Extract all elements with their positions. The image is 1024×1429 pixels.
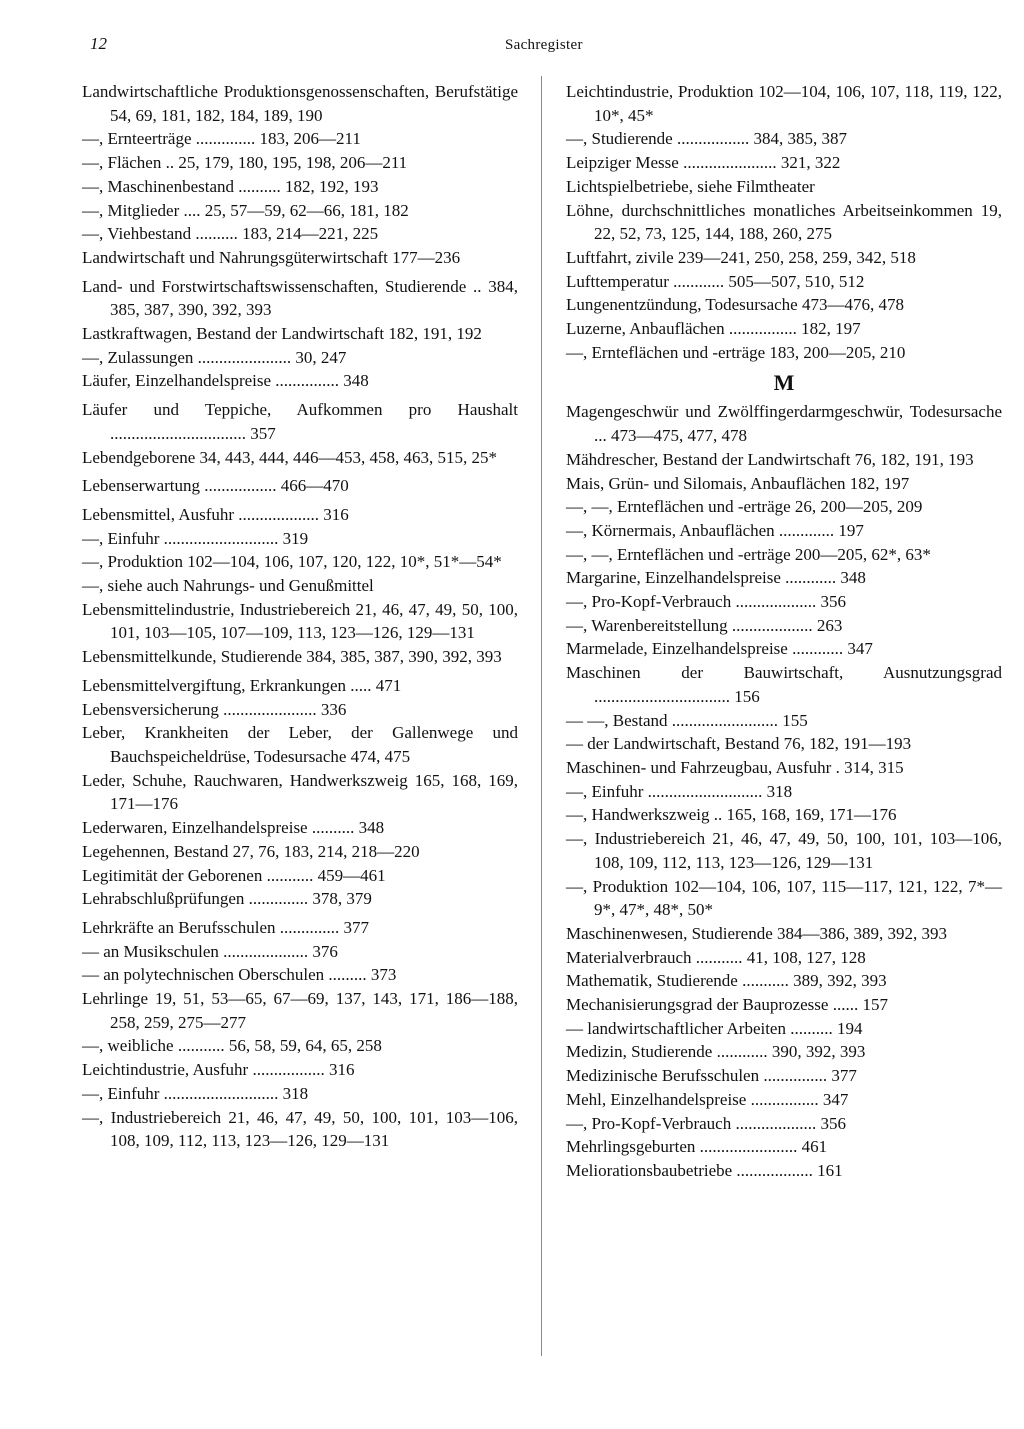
- index-entry: Margarine, Einzelhandelspreise ............ 348: [566, 568, 866, 588]
- index-entry: Magengeschwür und Zwölffingerdarmgeschwür, Todesursache ... 473—475, 477, 478: [566, 402, 1002, 446]
- index-entry: Lehrabschlußprüfungen .............. 378, 379: [82, 889, 372, 909]
- index-entry: Mehrlingsgeburten ....................... 461: [566, 1137, 828, 1157]
- index-entry: Legitimität der Geborenen ........... 459—461: [82, 865, 386, 885]
- index-entry: —, Einfuhr ........................... 319: [82, 528, 309, 548]
- index-entry: —, weibliche ........... 56, 58, 59, 64, 65, 258: [82, 1036, 382, 1056]
- index-entry: Leichtindustrie, Ausfuhr ................. 316: [82, 1060, 355, 1080]
- index-entry: —, —, Ernteflächen und -erträge 26, 200—205, 209: [566, 497, 923, 517]
- index-entry: — landwirtschaftlicher Arbeiten .......... 194: [566, 1018, 863, 1038]
- index-column-right: [566, 80, 1002, 1183]
- running-head: Sachregister: [505, 37, 583, 53]
- index-entry: — an Musikschulen .................... 376: [82, 941, 338, 961]
- index-entry: Lebensmittel, Ausfuhr ................... 316: [82, 504, 349, 524]
- index-entry: Materialverbrauch ........... 41, 108, 127, 128: [566, 947, 866, 967]
- index-entry: Leber, Krankheiten der Leber, der Gallenwege und Bauchspeicheldrüse, Todesursache 474, 475: [82, 723, 518, 766]
- index-entry: Landwirtschaft und Nahrungsgüterwirtschaft 177—236: [82, 247, 461, 267]
- index-column-left: [82, 80, 518, 1153]
- section-letter: M: [773, 370, 795, 396]
- index-entry: Maschinen- und Fahrzeugbau, Ausfuhr . 314, 315: [566, 757, 904, 777]
- index-entry: — —, Bestand ......................... 155: [566, 710, 808, 730]
- index-entry: —, Körnermais, Anbauflächen ............. 197: [566, 520, 864, 540]
- index-entry: —, Industriebereich 21, 46, 47, 49, 50, 100, 101, 103—106, 108, 109, 112, 113, 123—126, 129—131: [82, 1107, 518, 1151]
- index-entry: —, Pro-Kopf-Verbrauch ................... 356: [566, 592, 846, 612]
- page-number: 12: [90, 34, 107, 53]
- index-entry: Lufttemperatur ............ 505—507, 510, 512: [566, 271, 865, 291]
- index-entry: Mehl, Einzelhandelspreise ................ 347: [566, 1089, 849, 1109]
- index-entry: Mähdrescher, Bestand der Landwirtschaft 76, 182, 191, 193: [566, 449, 974, 469]
- index-entry: Lichtspielbetriebe, siehe Filmtheater: [566, 176, 815, 196]
- index-entry: —, —, Ernteflächen und -erträge 200—205, 62*, 63*: [566, 544, 931, 564]
- index-entry: Mais, Grün- und Silomais, Anbauflächen 182, 197: [566, 473, 910, 493]
- index-entry: Lebensmittelindustrie, Industriebereich 21, 46, 47, 49, 50, 100, 101, 103—105, 107—109, 113, 123—126, 129—131: [82, 599, 518, 643]
- index-entry: Lungenentzündung, Todesursache 473—476, 478: [566, 295, 904, 315]
- index-entry: —, Viehbestand .......... 183, 214—221, 225: [82, 224, 379, 244]
- index-entry: Leichtindustrie, Produktion 102—104, 106, 107, 118, 119, 122, 10*, 45*: [566, 82, 1002, 125]
- index-entry: —, Produktion 102—104, 106, 107, 120, 122, 10*, 51*—54*: [82, 552, 502, 572]
- index-entry: Löhne, durchschnittliches monatliches Arbeitseinkommen 19, 22, 52, 73, 125, 144, 188, 260, 275: [566, 200, 1002, 244]
- index-entry: Lebensmittelvergiftung, Erkrankungen ..... 471: [82, 675, 402, 695]
- index-entry: —, Einfuhr ........................... 318: [566, 781, 793, 801]
- index-entry: Läufer und Teppiche, Aufkommen pro Haushalt ................................ 357: [82, 400, 518, 443]
- index-entry: Marmelade, Einzelhandelspreise ............ 347: [566, 639, 873, 659]
- index-entry: —, Studierende ................. 384, 385, 387: [566, 129, 847, 149]
- index-entry: —, Warenbereitstellung ................... 263: [566, 615, 843, 635]
- column-divider: [541, 76, 542, 1356]
- index-entry: —, Industriebereich 21, 46, 47, 49, 50, 100, 101, 103—106, 108, 109, 112, 113, 123—126, 129—131: [566, 829, 1002, 872]
- index-entry: Mechanisierungsgrad der Bauprozesse ...... 157: [566, 995, 888, 1015]
- index-entry: Luzerne, Anbauflächen ................ 182, 197: [566, 319, 861, 339]
- index-entry: Mathematik, Studierende ........... 389, 392, 393: [566, 971, 887, 991]
- index-entry: — der Landwirtschaft, Bestand 76, 182, 191—193: [566, 734, 912, 754]
- index-entry: —, Einfuhr ........................... 318: [82, 1083, 309, 1103]
- index-entry: Lebensmittelkunde, Studierende 384, 385, 387, 390, 392, 393: [82, 647, 502, 667]
- index-entry: —, Produktion 102—104, 106, 107, 115—117, 121, 122, 7*—9*, 47*, 48*, 50*: [566, 876, 1002, 920]
- index-entry: Legehennen, Bestand 27, 76, 183, 214, 218—220: [82, 841, 420, 861]
- index-entry: Leder, Schuhe, Rauchwaren, Handwerkszweig 165, 168, 169, 171—176: [82, 770, 518, 814]
- index-entry: —, Pro-Kopf-Verbrauch ................... 356: [566, 1113, 846, 1133]
- index-entry: —, Ernteerträge .............. 183, 206—211: [82, 129, 361, 149]
- index-entry: Lehrlinge 19, 51, 53—65, 67—69, 137, 143, 171, 186—188, 258, 259, 275—277: [82, 989, 518, 1032]
- index-entry: Lehrkräfte an Berufsschulen .............. 377: [82, 917, 370, 937]
- index-entry: Land- und Forstwirtschaftswissenschaften, Studierende .. 384, 385, 387, 390, 392, 393: [82, 276, 518, 320]
- index-entry: Lebensversicherung ...................... 336: [82, 699, 347, 719]
- index-entry: Medizin, Studierende ............ 390, 392, 393: [566, 1042, 866, 1062]
- index-entry: —, siehe auch Nahrungs- und Genußmittel: [82, 576, 374, 596]
- index-entry: Läufer, Einzelhandelspreise ............... 348: [82, 371, 369, 391]
- index-entry: Leipziger Messe ...................... 321, 322: [566, 153, 841, 173]
- index-entry: —, Zulassungen ...................... 30, 247: [82, 347, 347, 367]
- index-entry: Lederwaren, Einzelhandelspreise .......... 348: [82, 818, 385, 838]
- index-entry: —, Mitglieder .... 25, 57—59, 62—66, 181, 182: [82, 200, 409, 220]
- index-entry: Luftfahrt, zivile 239—241, 250, 258, 259, 342, 518: [566, 247, 916, 267]
- index-entry: —, Handwerkszweig .. 165, 168, 169, 171—176: [566, 805, 897, 825]
- index-entry: Medizinische Berufsschulen ............... 377: [566, 1066, 857, 1086]
- index-entry: Maschinenwesen, Studierende 384—386, 389, 392, 393: [566, 923, 948, 943]
- index-entry: Lebendgeborene 34, 443, 444, 446—453, 458, 463, 515, 25*: [82, 447, 498, 467]
- index-entry: Meliorationsbaubetriebe .................. 161: [566, 1160, 843, 1180]
- index-entry: Maschinen der Bauwirtschaft, Ausnutzungsgrad ................................ 156: [566, 663, 1002, 706]
- index-entry: Lastkraftwagen, Bestand der Landwirtschaft 182, 191, 192: [82, 324, 482, 344]
- index-entry: —, Flächen .. 25, 179, 180, 195, 198, 206—211: [82, 153, 408, 173]
- index-entry: — an polytechnischen Oberschulen ......... 373: [82, 965, 397, 985]
- index-entry: —, Ernteflächen und -erträge 183, 200—205, 210: [566, 342, 906, 362]
- index-entry: Landwirtschaftliche Produktionsgenossenschaften, Berufstätige 54, 69, 181, 182, 184, 189, 190: [82, 82, 518, 125]
- index-entry: —, Maschinenbestand .......... 182, 192, 193: [82, 176, 379, 196]
- index-entry: Lebenserwartung ................. 466—470: [82, 476, 349, 496]
